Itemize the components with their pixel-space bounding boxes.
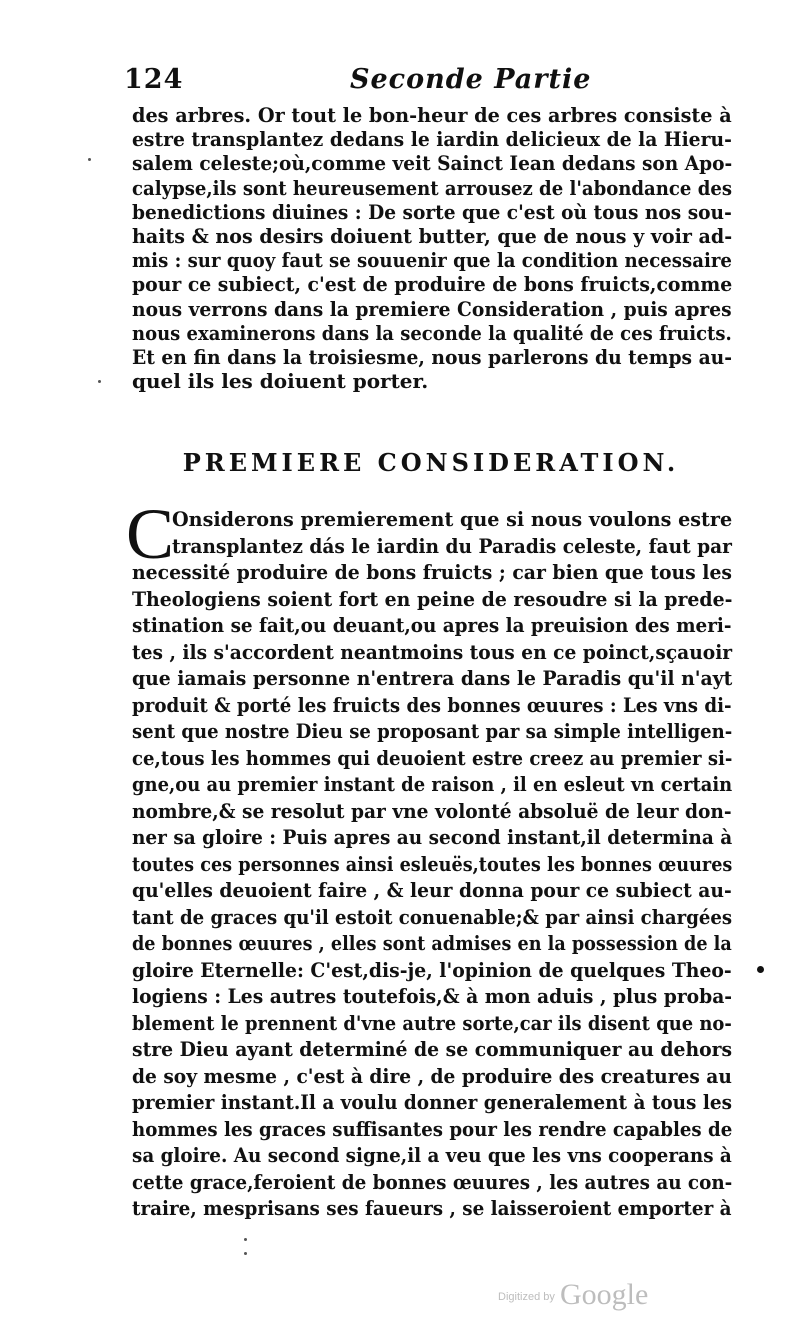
text-line: benedictions diuines : De sorte que c'est où tous nos sou-: [132, 199, 732, 224]
text-line: quel ils les doiuent porter.: [132, 369, 429, 394]
text-line: qu'elles deuoient faire , & leur donna pour ce subiect au-: [132, 878, 732, 902]
text-line: sent que nostre Dieu se proposant par sa simple intelligen-: [132, 719, 733, 743]
text-line: nombre,& se resolut par vne volonté absoluë de leur don-: [132, 798, 732, 823]
text-line: produit & porté les fruicts des bonnes œuures : Les vns di-: [132, 692, 732, 717]
text-line: gloire Eternelle: C'est,dis-je, l'opinion de quelques Theo-: [132, 957, 732, 982]
scan-speck: [98, 380, 101, 383]
text-line: ner sa gloire : Puis apres au second instant,il determina à: [132, 825, 733, 849]
text-line: premier instant.Il a voulu donner generalement à tous les: [132, 1090, 732, 1114]
drop-cap: C: [126, 494, 175, 574]
text-line: necessité produire de bons fruicts ; car bien que tous les: [132, 560, 733, 584]
text-line: Et en fin dans la troisiesme, nous parlerons du temps au-: [132, 345, 733, 369]
text-line: salem celeste;où,comme veit Sainct Iean dedans son Apo-: [132, 151, 733, 176]
google-wordmark: Google: [559, 1278, 649, 1311]
running-title: Seconde Partie: [350, 64, 592, 95]
text-line: haits & nos desirs doiuent butter, que de nous y voir ad-: [132, 224, 733, 248]
text-line: de bonnes œuures , elles sont admises en la possession de la: [132, 931, 732, 955]
text-line: stre Dieu ayant determiné de se communiquer au dehors: [132, 1037, 733, 1061]
text-line: tes , ils s'accordent neantmoins tous en ce poinct,sçauoir: [132, 639, 733, 664]
scan-speck: [88, 158, 91, 161]
running-header: [118, 64, 730, 98]
text-line: traire, mesprisans ses faueurs , se laisseroient emporter à: [132, 1196, 732, 1220]
text-line: pour ce subiect, c'est de produire de bons fruicts,comme: [132, 272, 733, 297]
margin-dot: [757, 966, 764, 973]
page-number: 124: [124, 64, 184, 95]
text-line: nous verrons dans la premiere Consideration , puis apres: [132, 296, 732, 321]
text-line: de soy mesme , c'est à dire , de produire des creatures au: [132, 1063, 732, 1088]
scan-speck: [244, 1252, 247, 1255]
text-line: cette grace,feroient de bonnes œuures , les autres au con-: [132, 1169, 733, 1194]
digitized-by-text: Digitized by: [498, 1291, 555, 1303]
text-line: que iamais personne n'entrera dans le Paradis qu'il n'ayt: [132, 666, 733, 690]
text-line: hommes les graces suffisantes pour les rendre capables de: [132, 1116, 733, 1141]
text-line: transplantez dás le iardin du Paradis celeste, faut par: [172, 533, 732, 558]
text-line: nous examinerons dans la seconde la qualité de ces fruicts.: [132, 320, 732, 345]
text-line: des arbres. Or tout le bon-heur de ces arbres consiste à: [132, 103, 732, 127]
text-line: stination se fait,ou deuant,ou apres la preuision des meri-: [132, 613, 732, 637]
text-line: estre transplantez dedans le iardin delicieux de la Hieru-: [132, 127, 732, 152]
text-line: sa gloire. Au second signe,il a veu que les vns cooperans à: [132, 1143, 732, 1167]
text-line: ce,tous les hommes qui deuoient estre creez au premier si-: [132, 745, 733, 770]
section-heading: PREMIERE CONSIDERATION.: [182, 448, 680, 477]
text-line: mis : sur quoy faut se souuenir que la condition necessaire: [132, 248, 732, 273]
digitized-watermark: [498, 1278, 648, 1318]
text-line: calypse,ils sont heureusement arrousez de l'abondance des: [132, 175, 733, 200]
scan-speck: [244, 1238, 247, 1241]
text-line: toutes ces personnes ainsi esleuës,toutes les bonnes œuures: [132, 851, 733, 876]
text-line: logiens : Les autres toutefois,& à mon aduis , plus proba-: [132, 984, 733, 1008]
text-line: Onsiderons premierement que si nous voulons estre: [172, 507, 733, 531]
text-line: blement le prennent d'vne autre sorte,car ils disent que no-: [132, 1010, 732, 1035]
text-line: tant de graces qu'il estoit conuenable;& par ainsi chargées: [132, 904, 733, 929]
text-line: gne,ou au premier instant de raison , il en esleut vn certain: [132, 772, 733, 796]
text-line: Theologiens soient fort en peine de resoudre si la prede-: [132, 586, 733, 611]
